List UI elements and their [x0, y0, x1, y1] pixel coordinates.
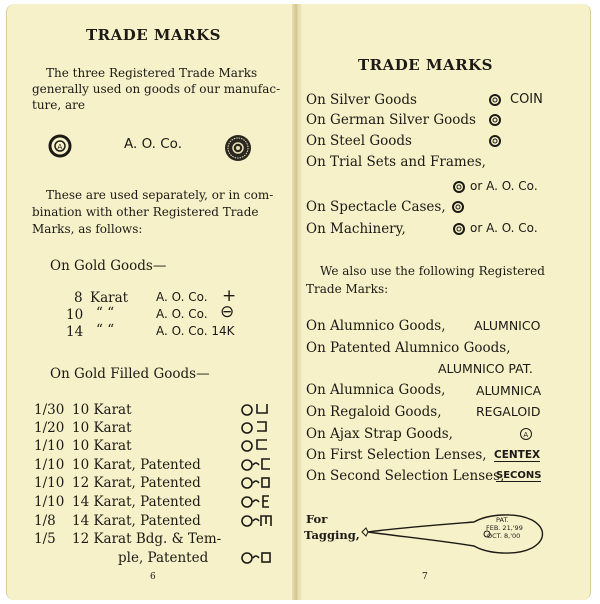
right-line-trial-sets: On Trial Sets and Frames,	[306, 154, 486, 170]
gold-filled-heading: On Gold Filled Goods—	[50, 366, 210, 382]
gold-row-2-num: 10	[66, 307, 84, 323]
circle-a-outline-icon	[519, 427, 533, 441]
secons-mark: SECONS	[496, 470, 542, 481]
gold-row-2-symbol: ⊖	[220, 302, 235, 322]
circle-a-icon	[452, 222, 466, 236]
gold-row-1-mark: A. O. Co.	[156, 290, 208, 304]
filled-row-7-frac: 1/8	[34, 513, 56, 529]
gold-row-1-label: Karat	[90, 290, 129, 306]
filled-row-5-frac: 1/10	[34, 475, 65, 491]
alumnico-pat-mark: ALUMNICO PAT.	[438, 361, 533, 376]
right-para-line-2: Trade Marks:	[306, 282, 389, 296]
reg-line-patented-alumnico: On Patented Alumnico Goods,	[306, 340, 511, 356]
circle-a-icon	[488, 134, 502, 148]
filled-row-1-desc: 10 Karat	[72, 402, 132, 418]
regaloid-mark: REGALOID	[476, 404, 541, 419]
gold-row-2-label: “ “	[96, 305, 115, 321]
right-line-machinery: On Machinery,	[306, 221, 406, 237]
filled-row-3-desc: 10 Karat	[72, 438, 132, 454]
reg-line-second-selection: On Second Selection Lenses,	[306, 468, 505, 484]
centex-mark: CENTEX	[494, 449, 541, 461]
filled-row-4-desc: 10 Karat, Patented	[72, 457, 201, 473]
left-para2-line-1: These are used separately, or in com-	[46, 188, 274, 202]
svg-text:A: A	[523, 431, 529, 439]
right-line-silver: On Silver Goods	[306, 92, 417, 108]
left-page-title: TRADE MARKS	[86, 26, 222, 44]
gold-row-1-symbol: +	[222, 286, 237, 306]
filled-row-8-continuation: ple, Patented	[118, 550, 209, 566]
trial-mark: or A. O. Co.	[470, 179, 538, 193]
right-page-number: 7	[422, 572, 428, 582]
svg-text:A: A	[57, 143, 63, 151]
gold-row-1-num: 8	[74, 290, 83, 306]
right-para-line-1: We also use the following Registered	[320, 264, 545, 278]
filled-row-3-frac: 1/10	[34, 438, 65, 454]
gold-row-3-mark: A. O. Co. 14K	[156, 324, 235, 338]
circle-a-icon	[488, 93, 502, 107]
filled-row-2-desc: 10 Karat	[72, 420, 132, 436]
right-page-title: TRADE MARKS	[358, 56, 494, 74]
reg-line-alumnico: On Alumnico Goods,	[306, 318, 446, 334]
circle-a-icon	[488, 113, 502, 127]
circle-a-icon	[452, 180, 466, 194]
tag-text-2: FEB. 21,'99	[486, 524, 523, 532]
machinery-mark: or A. O. Co.	[470, 221, 538, 235]
left-para2-line-3: Marks, as follows:	[32, 222, 143, 236]
filled-row-6-desc: 14 Karat, Patented	[72, 494, 201, 510]
left-intro-line-1: The three Registered Trade Marks	[46, 66, 258, 80]
gold-filled-marks-icon	[240, 401, 276, 571]
circle-a-icon	[451, 200, 465, 214]
gold-row-3-num: 14	[66, 324, 84, 340]
reg-line-ajax: On Ajax Strap Goods,	[306, 426, 453, 442]
filled-row-2-frac: 1/20	[34, 420, 65, 436]
reg-line-first-selection: On First Selection Lenses,	[306, 447, 487, 463]
filled-row-5-desc: 12 Karat, Patented	[72, 475, 201, 491]
coin-mark: COIN	[510, 92, 543, 107]
reg-line-regaloid: On Regaloid Goods,	[306, 404, 442, 420]
alumnica-mark: ALUMNICA	[476, 383, 542, 398]
filled-row-1-frac: 1/30	[34, 402, 65, 418]
circle-a-mark-icon	[47, 133, 73, 159]
gold-row-2-mark: A. O. Co.	[156, 307, 208, 321]
right-line-steel: On Steel Goods	[306, 133, 412, 149]
right-line-spectacle: On Spectacle Cases,	[306, 199, 446, 215]
tag-text-3: OCT. 8,'00	[487, 532, 521, 540]
tagging-label-2: Tagging,	[304, 528, 360, 542]
reg-line-alumnica: On Alumnica Goods,	[306, 382, 446, 398]
filled-row-6-frac: 1/10	[34, 494, 65, 510]
aoco-mark-text: A. O. Co.	[124, 136, 182, 152]
tag-text-1: PAT.	[496, 516, 509, 524]
filled-row-7-desc: 14 Karat, Patented	[72, 513, 201, 529]
left-intro-line-2: generally used on goods of our manufac-	[32, 82, 281, 96]
alumnico-mark: ALUMNICO	[474, 318, 541, 333]
tagging-label-1: For	[306, 512, 328, 526]
filled-row-8-frac: 1/5	[34, 531, 56, 547]
gold-goods-heading: On Gold Goods—	[50, 258, 167, 274]
left-intro-line-3: ture, are	[32, 98, 86, 112]
seal-mark-icon	[223, 133, 253, 163]
gold-row-3-label: “ “	[96, 322, 115, 338]
filled-row-8-desc: 12 Karat Bdg. & Tem-	[72, 531, 222, 547]
left-page-number: 6	[150, 572, 156, 582]
right-line-german-silver: On German Silver Goods	[306, 112, 476, 128]
filled-row-4-frac: 1/10	[34, 457, 65, 473]
book-gutter	[292, 4, 302, 600]
left-para2-line-2: bination with other Registered Trade	[32, 205, 259, 219]
